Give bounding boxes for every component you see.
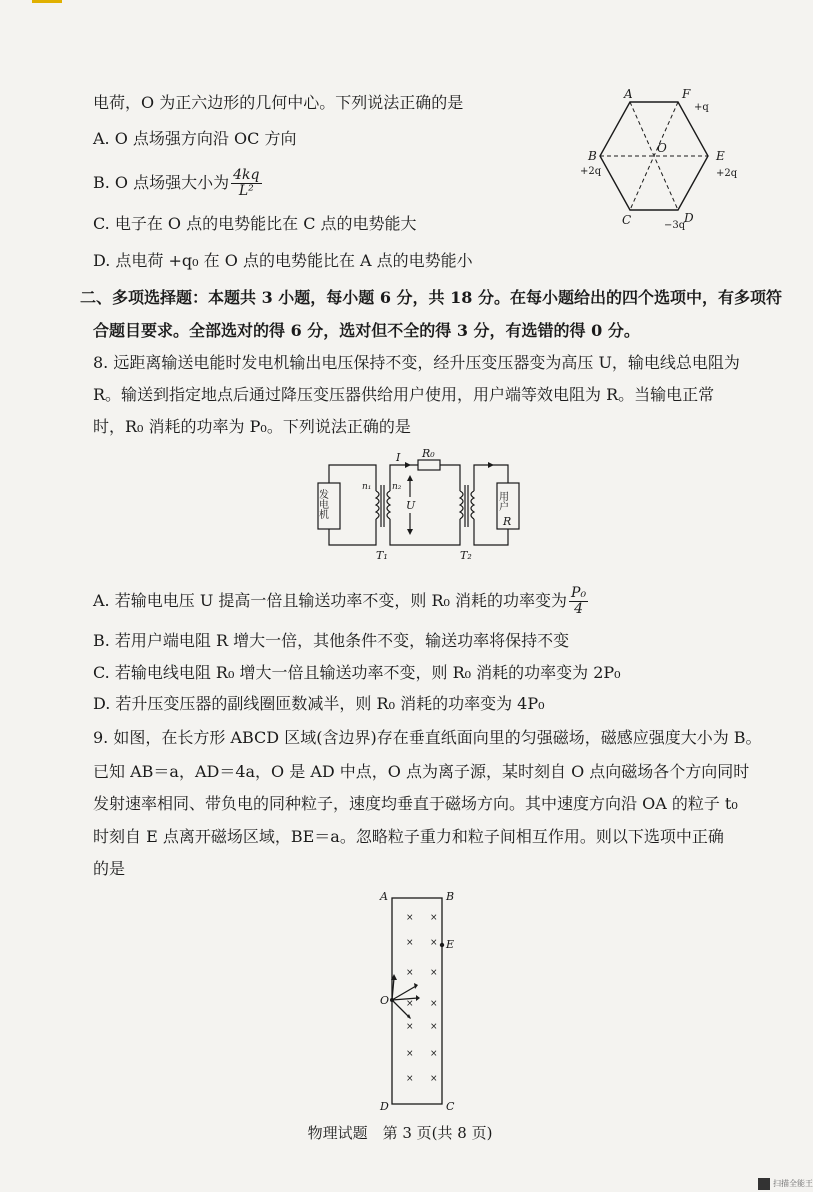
hex-charge-d: −3q	[664, 220, 686, 231]
q8-option-a-fraction	[569, 586, 588, 617]
fig-label-o: O	[380, 994, 390, 1007]
current-i-label: I	[396, 451, 401, 464]
q8-a-denominator: 4	[574, 601, 584, 617]
field-cross: ×	[406, 1074, 414, 1084]
q7-option-b-text: B. O 点场强大小为	[93, 173, 230, 192]
arrowhead-1	[414, 983, 418, 989]
hex-charge-e: +2q	[716, 168, 738, 179]
line-bottom	[390, 519, 460, 545]
section2-heading-line1: 二、多项选择题：本题共 3 小题，每小题 6 分，共 18 分。在每小题给出的四个选项中，有多项符	[80, 288, 782, 307]
magnetic-field-figure	[370, 886, 460, 1114]
q8-option-c: C. 若输电线电阻 R₀ 增大一倍且输送功率不变，则 R₀ 消耗的功率变为 2P₀	[93, 663, 621, 682]
q7-option-b	[93, 168, 264, 199]
user-label: 用户	[496, 491, 508, 511]
page-footer: 物理试题 第 3 页(共 8 页)	[307, 1124, 493, 1142]
field-cross: ×	[430, 1049, 438, 1059]
q8-option-a-text: A. 若输电电压 U 提高一倍且输送功率不变，则 R₀ 消耗的功率变为	[93, 591, 568, 610]
field-cross: ×	[430, 938, 438, 948]
field-cross: ×	[406, 999, 414, 1009]
section2-heading-line2: 合题目要求。全部选对的得 6 分，选对但不全的得 3 分，有选错的得 0 分。	[93, 321, 640, 340]
q7-option-a: A. O 点场强方向沿 OC 方向	[93, 129, 297, 148]
point-o	[390, 998, 394, 1002]
q9-stem-line4: 时刻自 E 点离开磁场区域，BE＝a。忽略粒子重力和粒子间相互作用。则以下选项中正确	[93, 827, 724, 846]
hex-charge-b: +2q	[580, 166, 602, 177]
field-cross: ×	[406, 1049, 414, 1059]
primary-wire-bottom	[329, 519, 376, 545]
q7-option-d: D. 点电荷 +q₀ 在 O 点的电势能比在 A 点的电势能小	[93, 251, 473, 270]
field-cross: ×	[430, 968, 438, 978]
u-arrowhead-top	[407, 475, 413, 481]
hexagon-figure	[570, 88, 750, 238]
q8-a-numerator: P₀	[571, 585, 587, 601]
qr-code-icon	[758, 1178, 770, 1190]
hex-label-c: C	[622, 213, 632, 227]
transmission-circuit-diagram	[310, 445, 540, 565]
arrowhead-2	[416, 995, 420, 1001]
resistor-r0	[418, 460, 440, 470]
t1-label: T₁	[376, 549, 388, 562]
q8-stem-line2: R。输送到指定地点后通过降压变压器供给用户使用，用户端等效电阻为 R。当输电正常	[93, 385, 715, 404]
q8-option-a	[93, 586, 590, 617]
q8-stem-line3: 时，R₀ 消耗的功率为 P₀。下列说法正确的是	[93, 417, 411, 436]
coil-n2	[387, 491, 390, 519]
field-cross: ×	[406, 913, 414, 923]
q9-stem-line1: 9. 如图，在长方形 ABCD 区域(含边界)存在垂直纸面向里的匀强磁场，磁感应强度大小为 B。	[93, 728, 762, 747]
qr-caption: 扫描全能王	[773, 1179, 813, 1188]
q7-b-denominator: L²	[238, 183, 254, 199]
n2-label: n₂	[392, 482, 402, 492]
user-current-arrow	[488, 462, 494, 468]
q9-stem-line5: 的是	[93, 859, 126, 878]
q7-option-b-fraction	[231, 168, 261, 199]
coil-t2-primary	[460, 491, 463, 519]
u-label: U	[406, 499, 416, 512]
current-arrow	[405, 462, 411, 468]
hex-charge-f: +q	[694, 102, 709, 113]
line-top-right	[440, 465, 460, 491]
q9-stem-line3: 发射速率相同、带负电的同种粒子，速度均垂直于磁场方向。其中速度方向沿 OA 的粒子 t₀	[93, 794, 738, 813]
field-cross: ×	[430, 913, 438, 923]
hex-label-f: F	[682, 87, 691, 101]
hex-label-e: E	[716, 149, 725, 163]
fig-label-a: A	[380, 890, 388, 903]
q8-stem-line1: 8. 远距离输送电能时发电机输出电压保持不变，经升压变压器变为高压 U，输电线总电阻为	[93, 353, 740, 372]
point-e	[440, 943, 444, 947]
q9-stem-line2: 已知 AB＝a，AD＝4a，O 是 AD 中点，O 点为离子源，某时刻自 O 点向磁场各个方向同时	[93, 762, 750, 781]
r0-label: R₀	[422, 447, 435, 460]
q8-option-b: B. 若用户端电阻 R 增大一倍，其他条件不变，输送功率将保持不变	[93, 631, 570, 650]
field-cross: ×	[430, 1074, 438, 1084]
user-wire-top	[474, 465, 508, 491]
generator-label: 发电机	[316, 489, 328, 519]
hex-label-a: A	[624, 87, 633, 101]
hex-label-b: B	[588, 149, 597, 163]
field-cross: ×	[430, 999, 438, 1009]
field-cross: ×	[406, 938, 414, 948]
top-edge-mark	[32, 0, 62, 3]
q7-intro: 电荷，O 为正六边形的几何中心。下列说法正确的是	[93, 93, 464, 112]
coil-t2-secondary	[471, 491, 474, 519]
coil-n1	[376, 491, 379, 519]
t2-label: T₂	[460, 549, 472, 562]
field-cross: ×	[406, 968, 414, 978]
fig-label-c: C	[446, 1100, 455, 1113]
hex-label-o: O	[657, 141, 667, 155]
user-r-label: R	[503, 515, 512, 528]
fig-label-e: E	[446, 938, 455, 951]
field-cross: ×	[406, 1022, 414, 1032]
fig-label-b: B	[446, 890, 455, 903]
q7-b-numerator: 4kq	[233, 167, 260, 183]
q7-option-c: C. 电子在 O 点的电势能比在 C 点的电势能大	[93, 214, 417, 233]
field-cross: ×	[430, 1022, 438, 1032]
q8-option-d: D. 若升压变压器的副线圈匝数减半，则 R₀ 消耗的功率变为 4P₀	[93, 694, 545, 713]
n1-label: n₁	[362, 482, 372, 492]
hex-label-d: D	[684, 211, 694, 225]
u-arrowhead-bottom	[407, 529, 413, 535]
fig-label-d: D	[380, 1100, 389, 1113]
